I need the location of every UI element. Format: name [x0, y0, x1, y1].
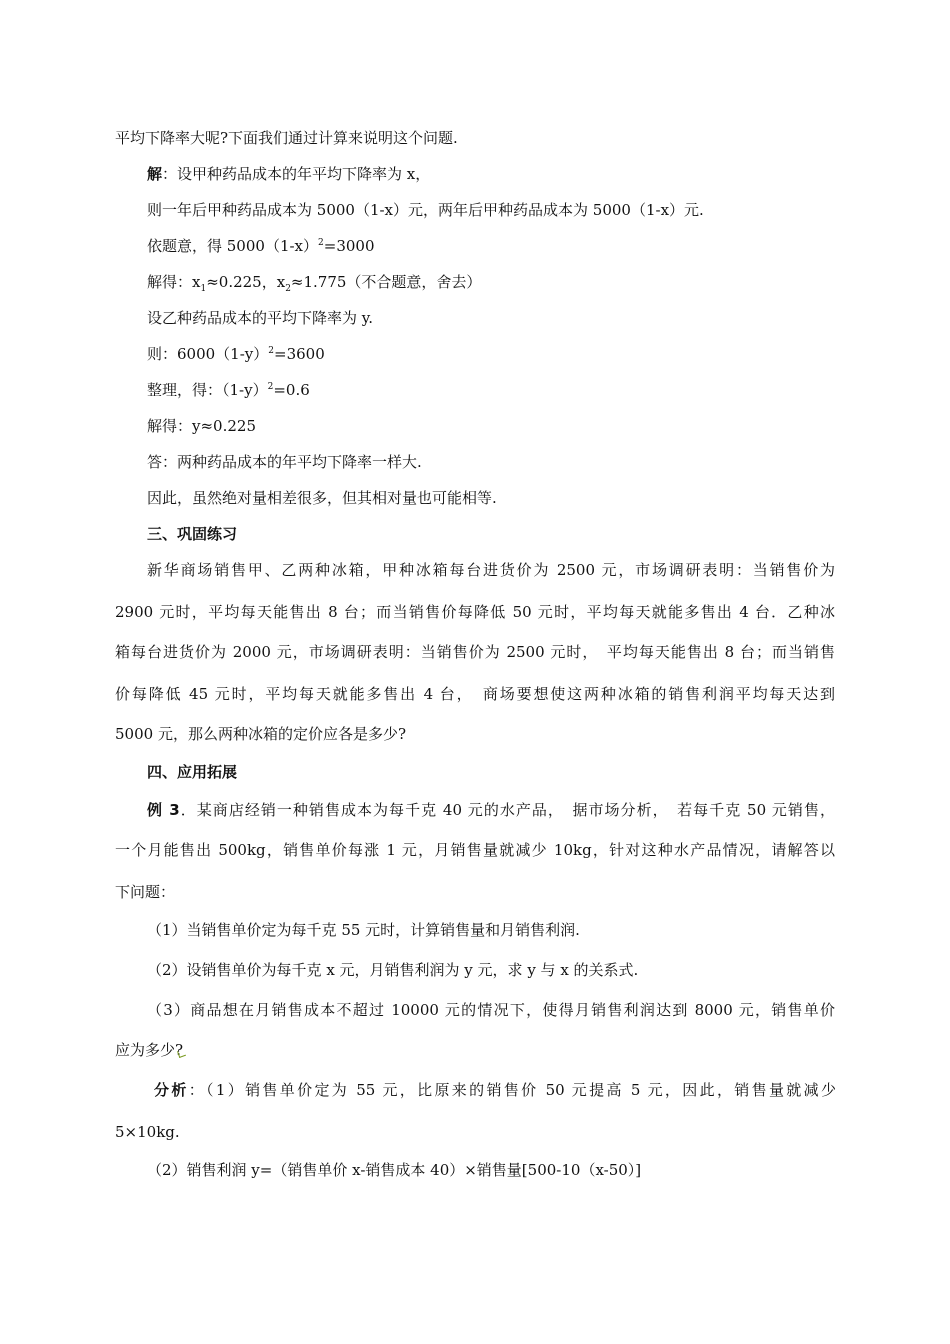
paragraph-line: 2900 元时，平均每天能售出 8 台；而当销售价每降低 50 元时，平均每天就能多售出 4 台．乙种冰: [115, 603, 835, 621]
paragraph-line: 5000 元，那么两种冰箱的定价应各是多少?: [115, 725, 406, 743]
question-3-continued: 应为多少?: [115, 1041, 184, 1059]
paragraph-line: 下问题：: [115, 883, 176, 901]
solution-line: [147, 164, 430, 184]
superscript: 2: [318, 238, 324, 248]
answer-line: 答：两种药品成本的年平均下降率一样大.: [147, 453, 422, 471]
example-label: 例 3: [147, 801, 180, 819]
question-2: （2）设销售单价为每千克 x 元，月销售利润为 y 元，求 y 与 x 的关系式.: [147, 961, 639, 979]
text-span: ：（1）销售单价定为 55 元，比原来的销售价 50 元提高 5 元，因此，销售量就减少: [188, 1081, 836, 1099]
text-span: ≈1.775（不合题意，舍去）: [290, 273, 482, 291]
text-span: 整理，得：（1-y）: [147, 381, 268, 399]
text-line: 设乙种药品成本的平均下降率为 y.: [147, 309, 374, 327]
paragraph-line: 箱每台进货价为 2000 元，市场调研表明：当销售价为 2500 元时， 平均每天能售出 8 台；而当销售: [115, 643, 835, 661]
solution-label: 解: [147, 165, 163, 183]
subscript: 1: [200, 284, 207, 294]
section-heading-practice: 三、巩固练习: [147, 525, 238, 543]
subscript: 2: [285, 284, 291, 294]
edit-mark: [177, 1049, 186, 1058]
text-span: 解得：x: [147, 273, 201, 291]
text-line: 解得：y≈0.225: [147, 417, 256, 435]
equation-line: [147, 236, 375, 256]
equation-line: [147, 344, 325, 364]
question-3: （3）商品想在月销售成本不超过 10000 元的情况下，使得月销售利润达到 8000 元，销售单价: [147, 1001, 835, 1019]
text-line: 5×10kg.: [115, 1123, 180, 1141]
example-line: [147, 800, 835, 820]
analysis-line: [154, 1080, 836, 1100]
analysis-label: 分析: [154, 1081, 189, 1099]
paragraph-line: 价每降低 45 元时，平均每天就能多售出 4 台， 商场要想使这两种冰箱的销售利润平均每天达到: [115, 685, 835, 703]
question-1: （1）当销售单价定为每千克 55 元时，计算销售量和月销售利润.: [147, 921, 580, 939]
text-span: =3600: [274, 345, 325, 363]
equation-line: [147, 272, 481, 292]
text-line: 平均下降率大呢?下面我们通过计算来说明这个问题.: [115, 129, 458, 147]
paragraph-line: 一个月能售出 500kg，销售单价每涨 1 元，月销售量就减少 10kg，针对这种水产品情况，请解答以: [115, 841, 835, 859]
text-line: 因此，虽然绝对量相差很多，但其相对量也可能相等.: [147, 489, 497, 507]
superscript: 2: [268, 346, 274, 356]
equation-line: [147, 380, 310, 400]
text-span: ≈0.225，x: [206, 273, 286, 291]
text-span: =0.6: [273, 381, 310, 399]
text-line: （2）销售利润 y=（销售单价 x-销售成本 40）×销售量[500-10（x-50）]: [147, 1161, 642, 1179]
superscript: 2: [267, 382, 274, 392]
text-span: =3000: [323, 237, 375, 255]
section-heading-extension: 四、应用拓展: [147, 763, 238, 781]
paragraph-line: 新华商场销售甲、乙两种冰箱，甲种冰箱每台进货价为 2500 元，市场调研表明：当销售价为: [147, 561, 835, 579]
text-span: 依题意，得 5000（1-x）: [147, 237, 319, 255]
text-span: ：设甲种药品成本的年平均下降率为 x，: [162, 165, 431, 183]
text-span: 则：6000（1-y）: [147, 345, 269, 363]
text-span: ．某商店经销一种销售成本为每千克 40 元的水产品， 据市场分析， 若每千克 50 元销售，: [179, 801, 835, 819]
text-line: 则一年后甲种药品成本为 5000（1-x）元，两年后甲种药品成本为 5000（1-x）元.: [147, 201, 704, 219]
